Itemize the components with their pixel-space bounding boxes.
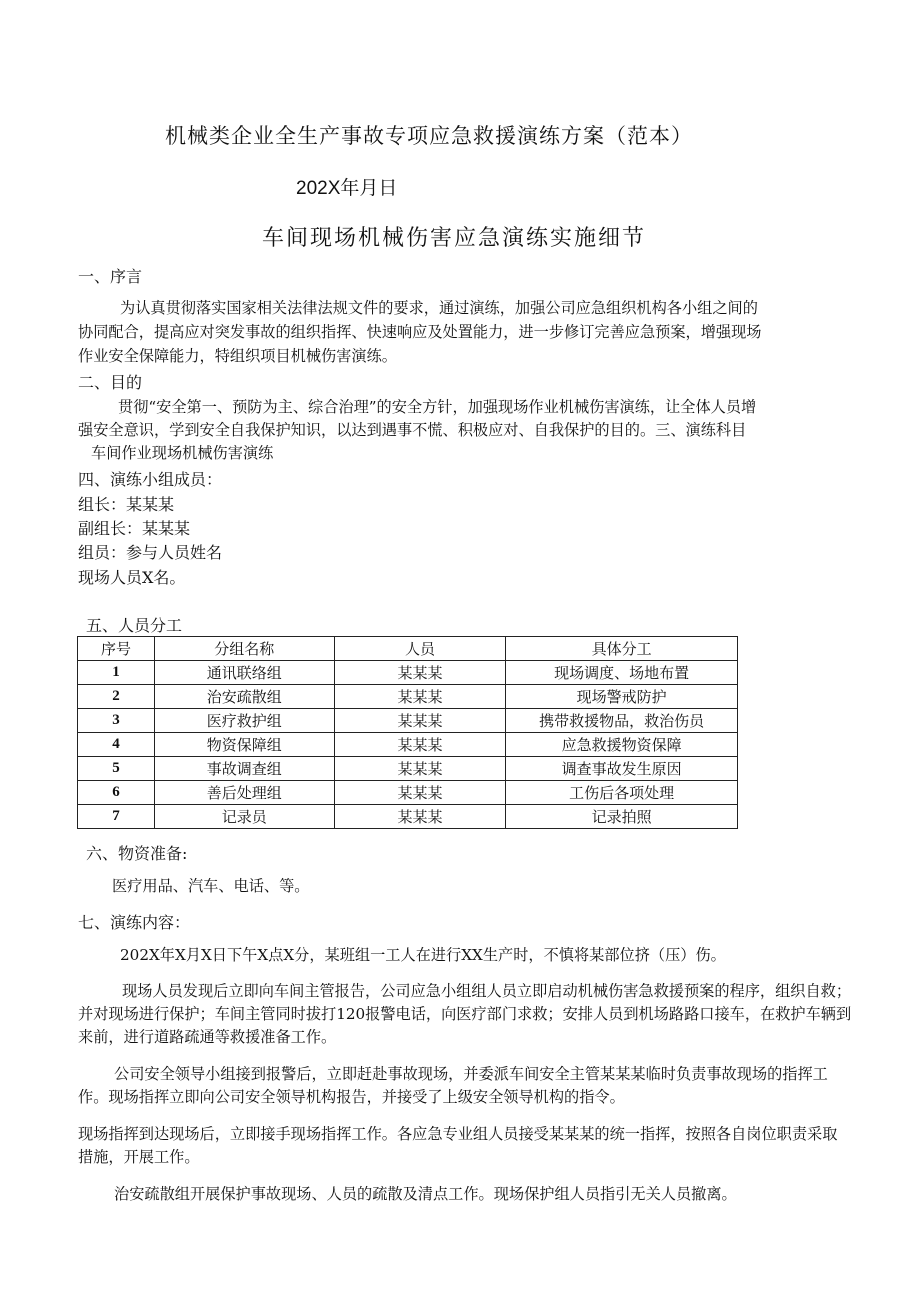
group-personnel: 某某某: [334, 781, 506, 805]
drill-paragraph-2: 现场人员发现后立即向车间主管报告，公司应急小组组人员立即启动机械伤害急救援预案的程序，组织自救；并对现场进行保护；车间主管同时拔打120报警电话，向医疗部门求救；安排人员到机场路路口接车，在救护车辆到来前，进行道路疏通等救援准备工作。: [78, 982, 852, 1046]
deputy-leader: 副组长：某某某: [78, 519, 191, 538]
drill-paragraph-3: 公司安全领导小组接到报警后，立即赶赴事故现场，并委派车间安全主管某某某临时负责事故现场的指挥工作。现场指挥立即向公司安全领导机构报告，并接受了上级安全领导机构的指令。: [78, 1065, 828, 1106]
table-row: [78, 661, 738, 685]
table-row: [78, 781, 738, 805]
row-number: 2: [78, 685, 155, 709]
group-duty: 现场调度、场地布置: [506, 661, 738, 685]
section-1-line-3: 作业安全保障能力，特组织项目机械伤害演练。: [78, 347, 397, 365]
table-row: [78, 757, 738, 781]
group-personnel: 某某某: [334, 805, 506, 829]
section-5-heading: 五、人员分工: [86, 616, 183, 635]
row-number: 7: [78, 805, 155, 829]
section-6-heading: 六、物资准备:: [86, 844, 188, 863]
document-date: 202X年月日: [296, 178, 398, 199]
table-row: [78, 685, 738, 709]
document-subtitle: 车间现场机械伤害应急演练实施细节: [262, 226, 647, 251]
group-name: 医疗救护组: [154, 709, 334, 733]
table-row: [78, 805, 738, 829]
supplies-list: 医疗用品、汽车、电话、等。: [112, 877, 310, 895]
section-2-heading: 二、目的: [78, 373, 143, 392]
group-personnel: 某某某: [334, 709, 506, 733]
group-members: 组员：参与人员姓名: [78, 543, 223, 562]
group-name: 善后处理组: [154, 781, 334, 805]
group-personnel: 某某某: [334, 733, 506, 757]
section-4-heading: 四、演练小组成员：: [78, 470, 223, 489]
section-7-heading: 七、演练内容：: [78, 913, 191, 932]
group-personnel: 某某某: [334, 685, 506, 709]
section-1-line-2: 协同配合，提高应对突发事故的组织指挥、快速响应及处置能力，进一步修订完善应急预案，增强现场: [78, 323, 762, 341]
column-header: 人员: [334, 637, 506, 661]
row-number: 3: [78, 709, 155, 733]
table-header-row: [78, 637, 738, 661]
table-row: [78, 733, 738, 757]
section-2-line-1: 贯彻“安全第一、预防为主、综合治理”的安全方针，加强现场作业机械伤害演练，让全体人员增: [118, 398, 757, 416]
section-2-line-3: 车间作业现场机械伤害演练: [91, 444, 274, 462]
group-duty: 携带救援物品，救治伤员: [506, 709, 738, 733]
group-duty: 现场警戒防护: [506, 685, 738, 709]
onsite-staff: 现场人员X名。: [78, 568, 186, 587]
row-number: 6: [78, 781, 155, 805]
column-header: 具体分工: [506, 637, 738, 661]
group-name: 事故调查组: [154, 757, 334, 781]
table-row: [78, 709, 738, 733]
group-name: 通讯联络组: [154, 661, 334, 685]
document-title: 机械类企业全生产事故专项应急救援演练方案（范本）: [165, 124, 693, 148]
group-personnel: 某某某: [334, 661, 506, 685]
section-2-line-2: 强安全意识，学到安全自我保护知识，以达到遇事不慌、积极应对、自我保护的目的。三、演练科目: [78, 421, 747, 439]
group-leader: 组长：某某某: [78, 495, 175, 514]
group-name: 物资保障组: [154, 733, 334, 757]
group-duty: 记录拍照: [506, 805, 738, 829]
group-duty: 工伤后各项处理: [506, 781, 738, 805]
row-number: 1: [78, 661, 155, 685]
role-table: [77, 636, 738, 829]
drill-paragraph-5: 治安疏散组开展保护事故现场、人员的疏散及清点工作。现场保护组人员指引无关人员撤离。: [114, 1185, 737, 1203]
row-number: 4: [78, 733, 155, 757]
column-header: 分组名称: [154, 637, 334, 661]
group-duty: 应急救援物资保障: [506, 733, 738, 757]
group-name: 治安疏散组: [154, 685, 334, 709]
drill-paragraph-4: 现场指挥到达现场后，立即接手现场指挥工作。各应急专业组人员接受某某某的统一指挥，按照各自岗位职责采取措施，开展工作。: [78, 1125, 838, 1166]
section-1-heading: 一、序言: [78, 267, 143, 286]
drill-paragraph-1: 202X年X月X日下午X点X分，某班组一工人在进行XX生产时，不慎将某部位挤（压）伤。: [120, 946, 726, 964]
row-number: 5: [78, 757, 155, 781]
column-header: 序号: [78, 637, 155, 661]
group-name: 记录员: [154, 805, 334, 829]
group-duty: 调查事故发生原因: [506, 757, 738, 781]
group-personnel: 某某某: [334, 757, 506, 781]
section-1-line-1: 为认真贯彻落实国家相关法律法规文件的要求，通过演练，加强公司应急组织机构各小组之间的: [120, 299, 758, 317]
